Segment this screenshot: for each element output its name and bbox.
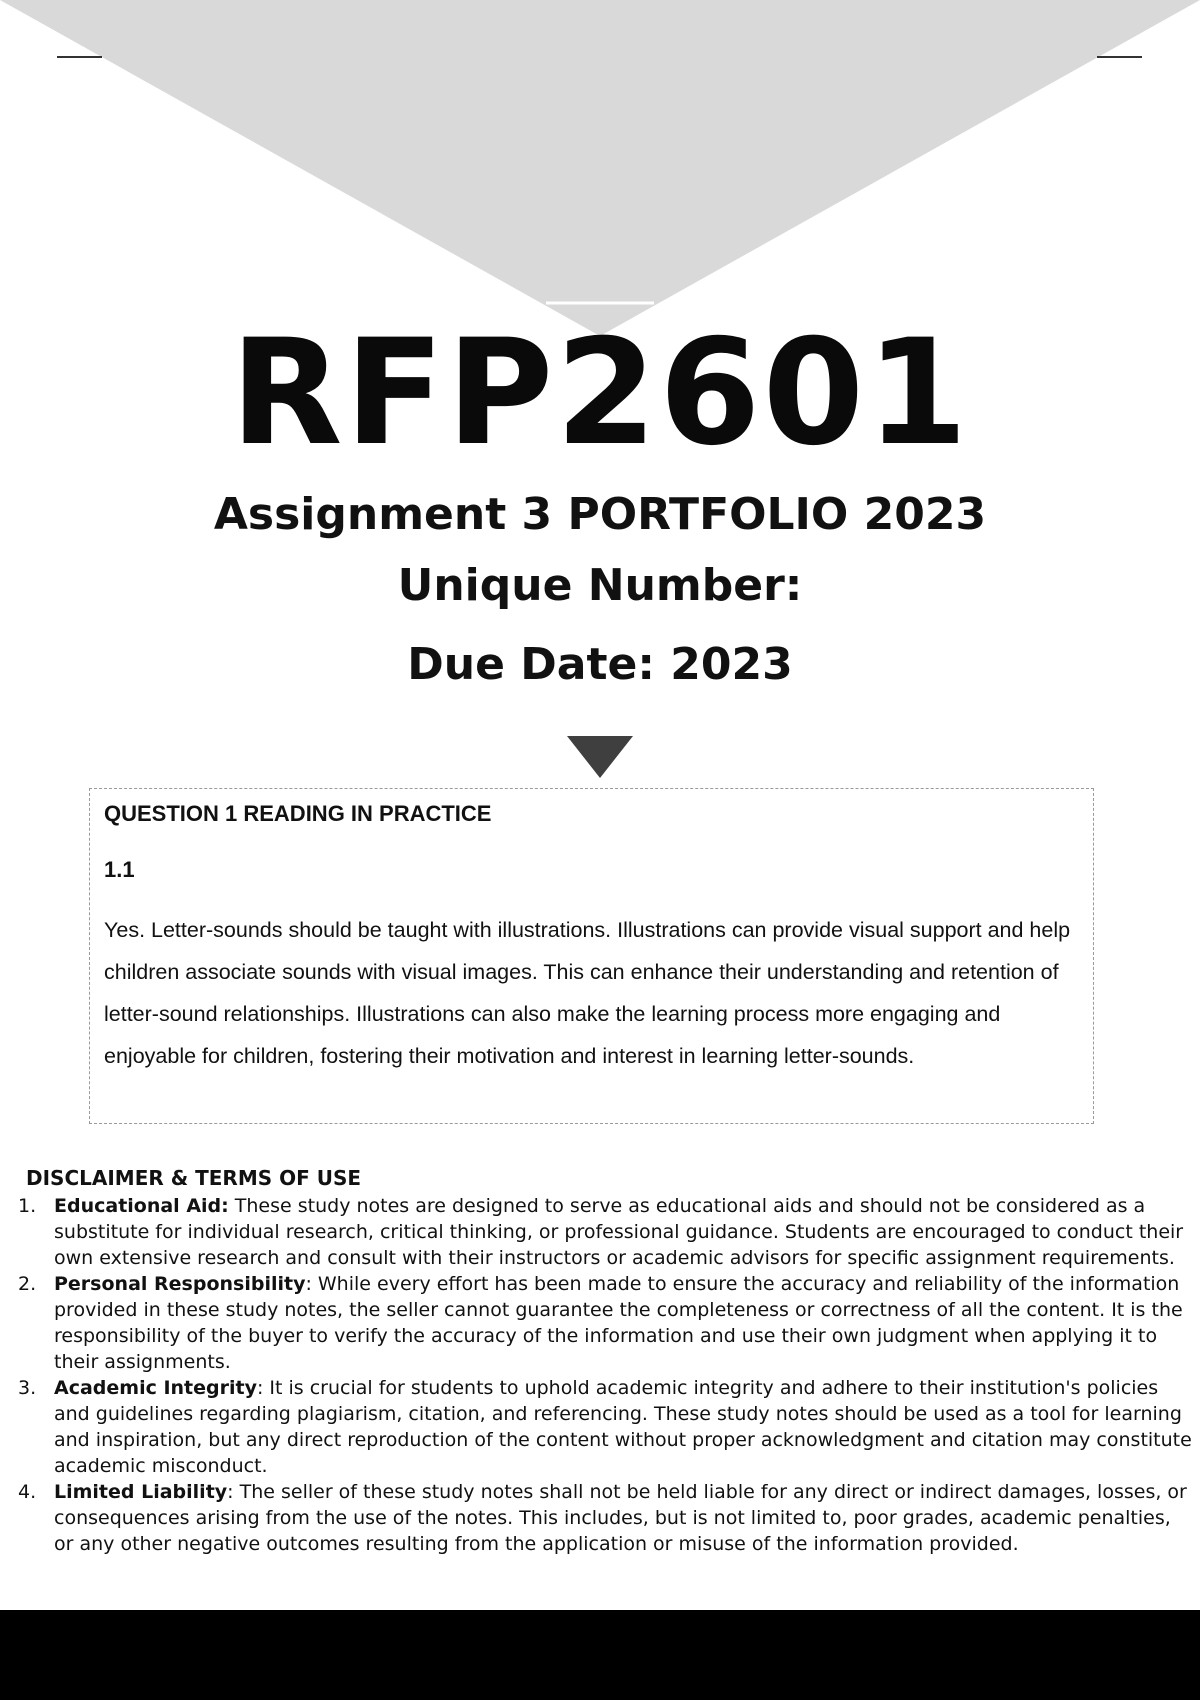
disclaimer-item-number: 4. (18, 1481, 37, 1503)
question-box (89, 788, 1094, 1124)
disclaimer-item-term: Limited Liability (54, 1481, 228, 1503)
header-chevron-graphic (0, 0, 1200, 340)
question-answer: Yes. Letter-sounds should be taught with illustrations. Illustrations can provide visual support and help children associate sounds with visual images. This can enhance their understanding and retention of letter-sound relationships. Illustrations can also make the learning process more engaging and enjoyable for children, fostering their motivation and interest in learning letter-sounds. (104, 918, 1071, 1068)
down-triangle-icon (567, 736, 633, 778)
disclaimer-title: DISCLAIMER & TERMS OF USE (26, 1166, 362, 1190)
disclaimer-item-text: : It is crucial for students to uphold academic integrity and adhere to their institution's policies and guidelines regarding plagiarism, citation, and referencing. These study notes should be used as a tool for learning and inspiration, but any direct reproduction of the content without proper acknowledgment and citation may constitute academic misconduct. (54, 1377, 1192, 1477)
question-number: 1.1 (104, 857, 135, 882)
footer-bar (0, 1610, 1200, 1700)
assignment-title: Assignment 3 PORTFOLIO 2023 (213, 489, 987, 540)
disclaimer-item (0, 1375, 1200, 1479)
disclaimer-item-term: Educational Aid: (54, 1195, 229, 1217)
disclaimer-item-term: Academic Integrity (54, 1377, 257, 1399)
disclaimer-item-text: : The seller of these study notes shall not be held liable for any direct or indirect damages, losses, or consequences arising from the use of the notes. This includes, but is not limited to, poor grades, academic penalties, or any other negative outcomes resulting from the application or misuse of the information provided. (54, 1481, 1187, 1555)
disclaimer-item-number: 2. (18, 1273, 37, 1295)
disclaimer-item-term: Personal Responsibility (54, 1273, 306, 1295)
due-date-line: Due Date: 2023 (407, 639, 793, 690)
course-code-title: RFP2601 (230, 308, 970, 478)
disclaimer-item (0, 1271, 1200, 1375)
disclaimer-list (0, 1193, 1200, 1557)
header-chevron (0, 0, 1200, 336)
question-heading: QUESTION 1 READING IN PRACTICE (104, 801, 492, 826)
disclaimer-item-number: 3. (18, 1377, 37, 1399)
disclaimer-item-text: These study notes are designed to serve as educational aids and should not be considered as a substitute for individual research, critical thinking, or professional guidance. Students are encouraged to conduct their own extensive research and consult with their instructors or academic advisors for specific assignment requirements. (54, 1195, 1184, 1269)
disclaimer-section (0, 1165, 1200, 1557)
disclaimer-item (0, 1193, 1200, 1271)
disclaimer-item (0, 1479, 1200, 1557)
disclaimer-item-number: 1. (18, 1195, 37, 1217)
disclaimer-item-text: : While every effort has been made to ensure the accuracy and reliability of the information provided in these study notes, the seller cannot guarantee the completeness or correctness of all the content. It is the responsibility of the buyer to verify the accuracy of the information and use their own judgment when applying it to their assignments. (54, 1273, 1183, 1373)
unique-number-line: Unique Number: (397, 560, 803, 611)
